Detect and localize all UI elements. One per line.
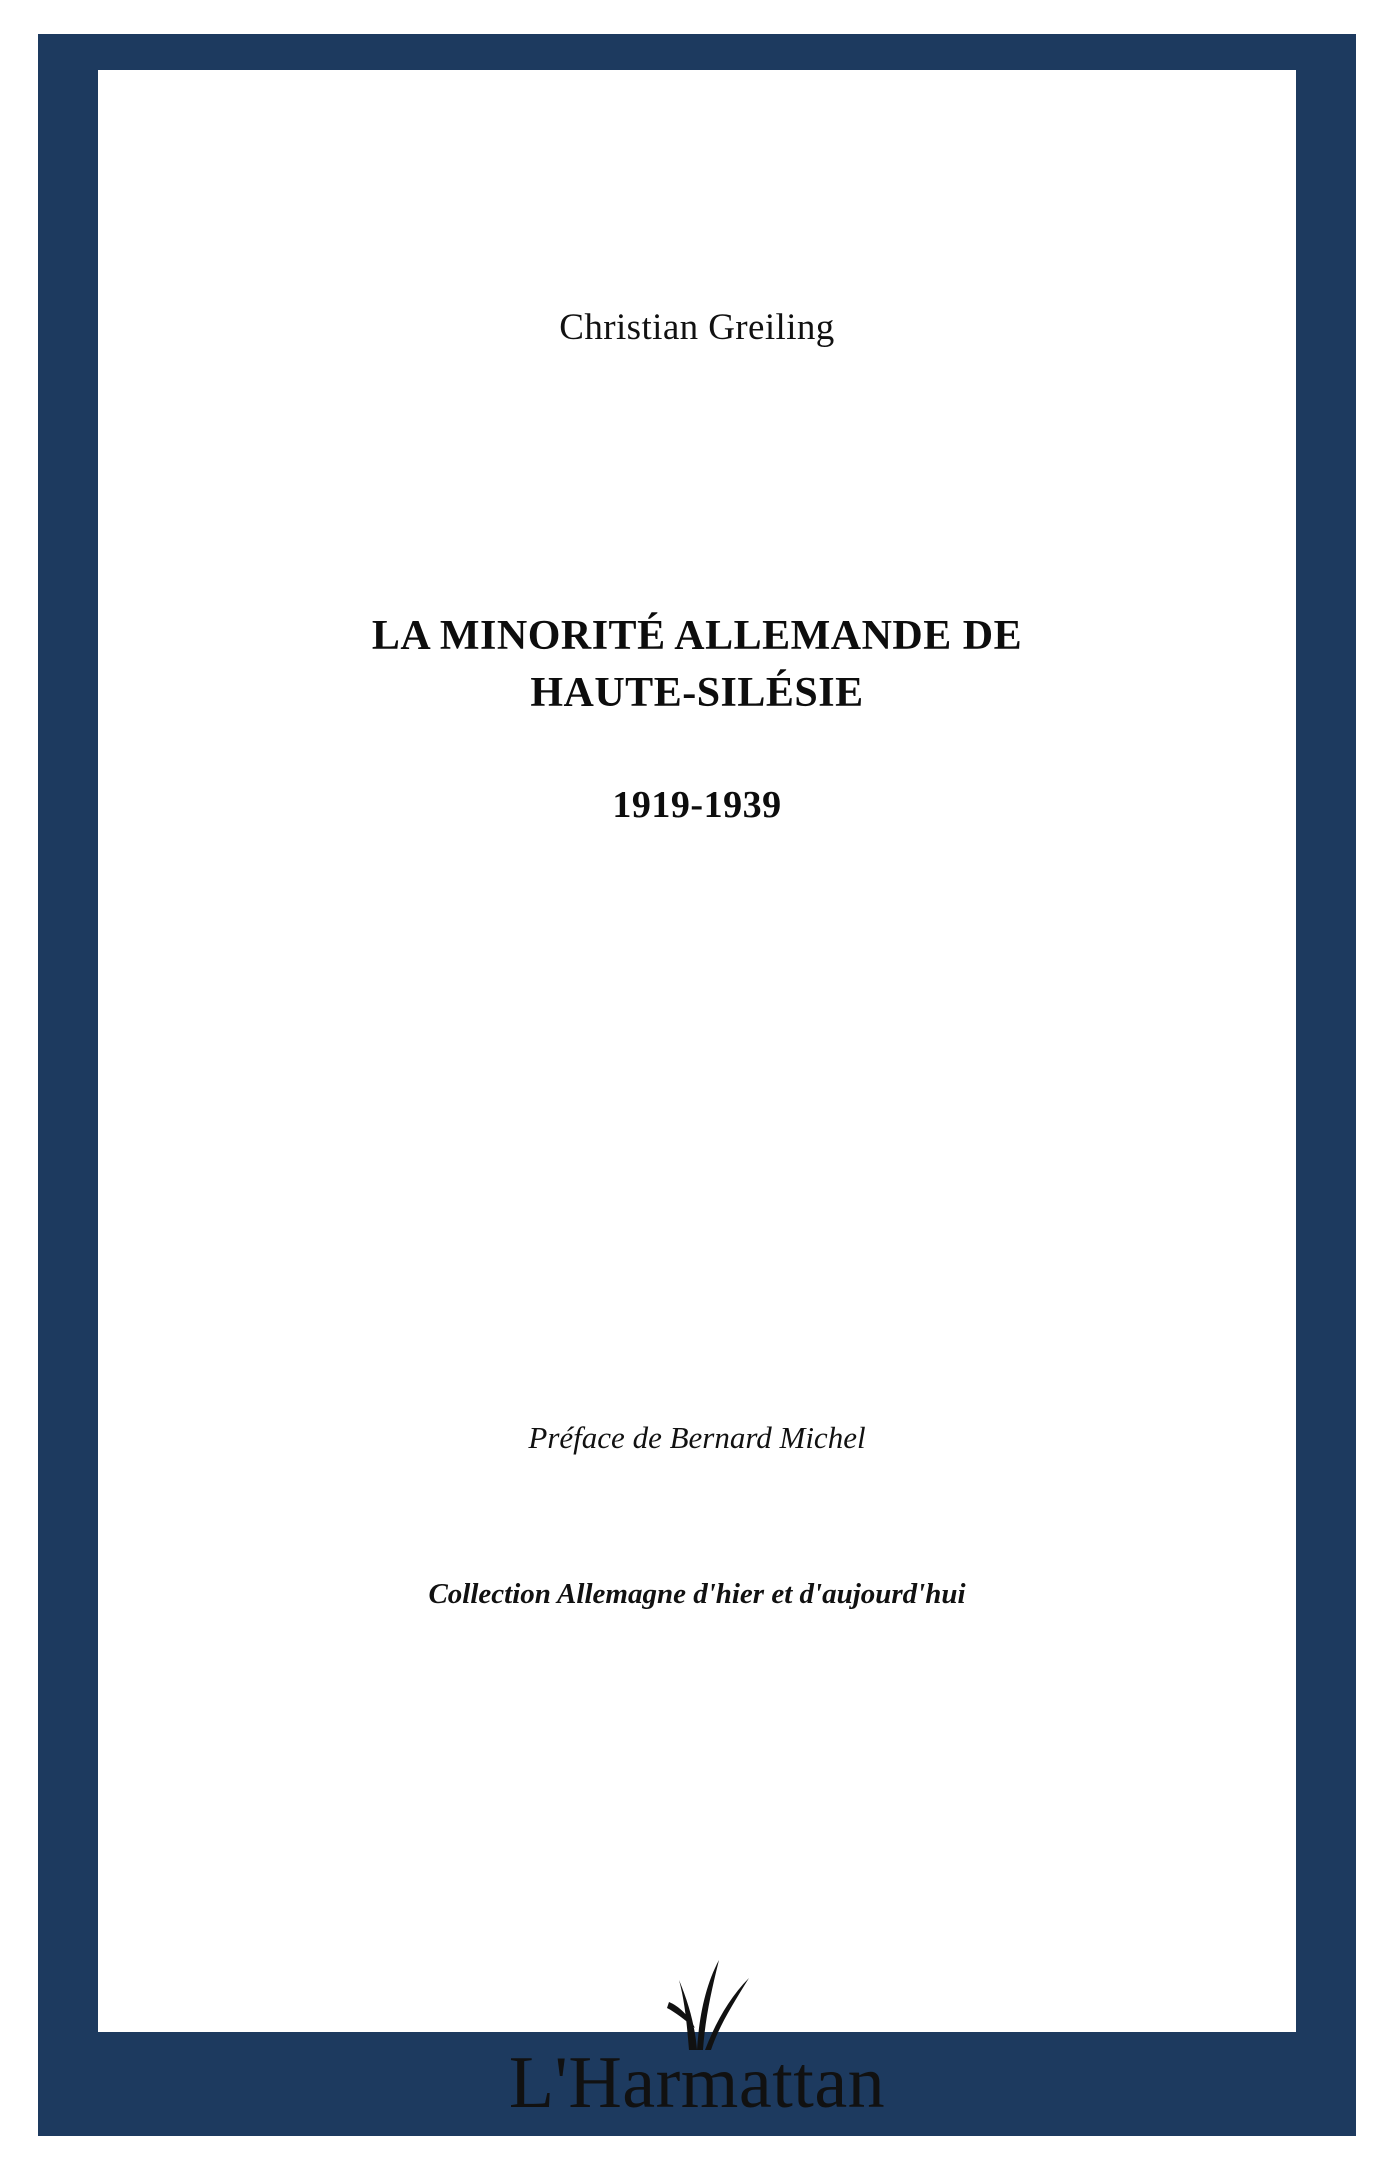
publisher-logo bbox=[467, 1950, 927, 2130]
quill-feathers-icon bbox=[645, 1946, 765, 2056]
cover-white-field bbox=[98, 70, 1296, 2032]
cover-border-frame bbox=[38, 34, 1356, 2136]
preface-credit: Préface de Bernard Michel bbox=[528, 1420, 866, 1455]
book-title-line-2: HAUTE-SILÉSIE bbox=[530, 669, 864, 716]
author-name: Christian Greiling bbox=[559, 307, 835, 348]
publisher-logo-area bbox=[38, 1946, 1356, 2136]
cover-content bbox=[98, 70, 1296, 2032]
title-block bbox=[98, 608, 1296, 827]
book-subtitle-dates: 1919-1939 bbox=[612, 784, 782, 827]
publisher-name: L'Harmattan bbox=[508, 2042, 886, 2124]
book-title-line-1: LA MINORITÉ ALLEMANDE DE bbox=[371, 613, 1023, 659]
collection-name: Collection Allemagne d'hier et d'aujourd'hui bbox=[428, 1578, 966, 1610]
book-title bbox=[98, 608, 1296, 721]
